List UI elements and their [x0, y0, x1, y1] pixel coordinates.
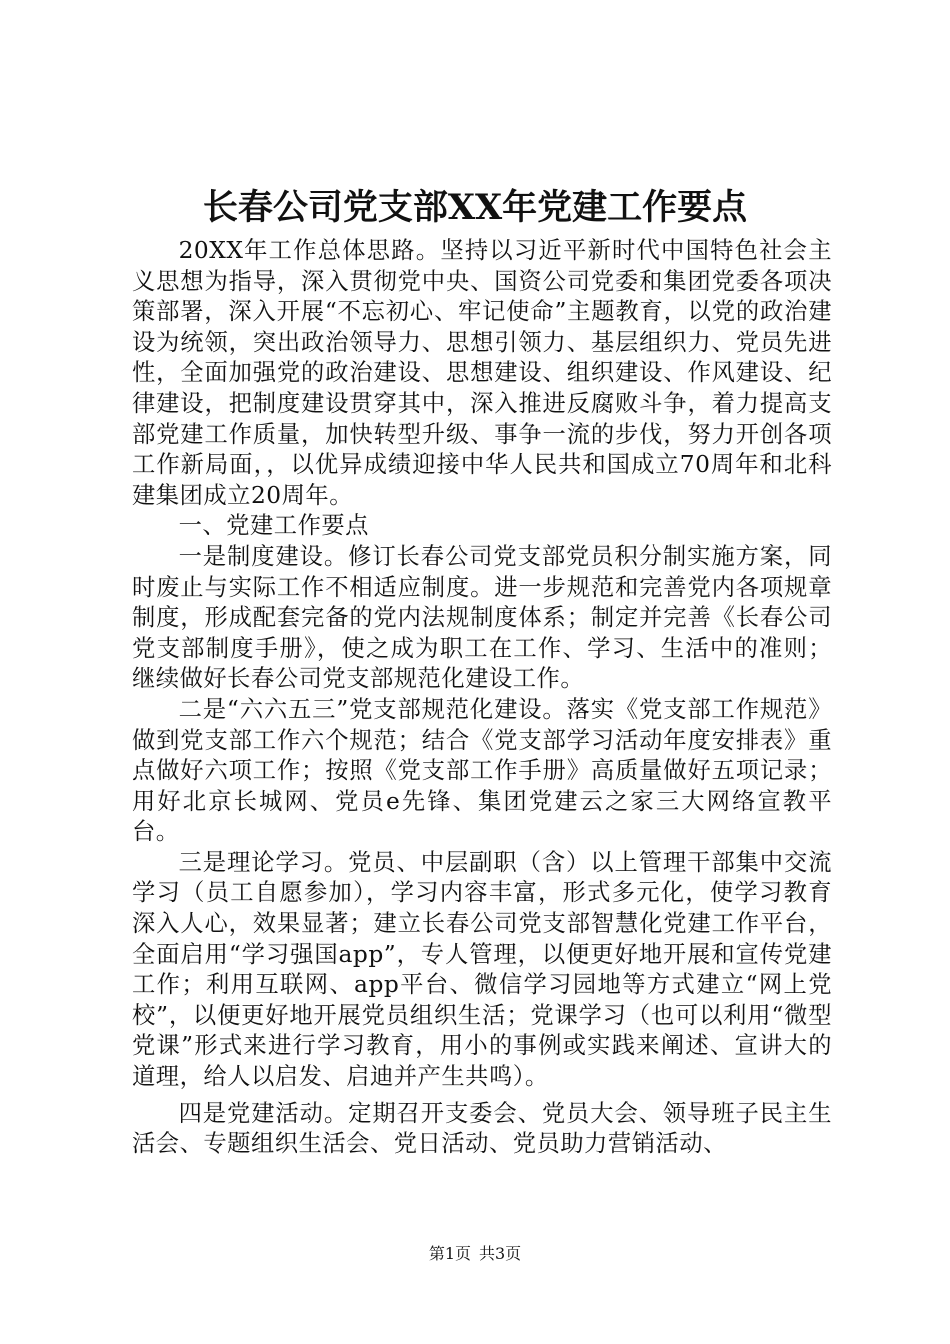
- paragraph-system-building: 一是制度建设。修订长春公司党支部党员积分制实施方案，同时废止与实际工作不相适应制度。进一步规范和完善党内各项规章制度，形成配套完备的党内法规制度体系；制定并完善《长春公司党支部制度手册》，使之成为职工在工作、学习、生活中的准则；继续做好长春公司党支部规范化建设工作。: [132, 542, 832, 693]
- paragraph-theory-study: 三是理论学习。党员、中层副职（含）以上管理干部集中交流学习（员工自愿参加），学习内容丰富，形式多元化，使学习教育深入人心，效果显著；建立长春公司党支部智慧化党建工作平台，全面启用“学习强国app”，专人管理，以便更好地开展和宣传党建工作；利用互联网、app平台、微信学习园地等方式建立“网上党校”，以便更好地开展党员组织生活；党课学习（也可以利用“微型党课”形式来进行学习教育，用小的事例或实践来阐述、宣讲大的道理，给人以启发、启迪并产生共鸣）。: [132, 848, 832, 1091]
- page-total: 共3页: [479, 1244, 522, 1263]
- page-footer: [0, 1242, 950, 1266]
- section-heading-key-points: 一、党建工作要点: [178, 512, 369, 540]
- document-body: [132, 236, 832, 1160]
- paragraph-party-activities: 四是党建活动。定期召开支委会、党员大会、领导班子民主生活会、专题组织生活会、党日活动、党员助力营销活动、: [132, 1099, 832, 1158]
- document-title: 长春公司党支部XX年党建工作要点: [202, 187, 748, 228]
- paragraph-overall-approach: 20XX年工作总体思路。坚持以习近平新时代中国特色社会主义思想为指导，深入贯彻党中央、国资公司党委和集团党委各项决策部署，深入开展“不忘初心、牢记使命”主题教育，以党的政治建设为统领，突出政治领导力、思想引领力、基层组织力、党员先进性，全面加强党的政治建设、思想建设、组织建设、作风建设、纪律建设，把制度建设贯穿其中，深入推进反腐败斗争，着力提高支部党建工作质量，加快转型升级、事争一流的步伐，努力开创各项工作新局面，，以优异成绩迎接中华人民共和国成立70周年和北科建集团成立20周年。: [132, 237, 832, 509]
- page-number: 第1页: [428, 1244, 471, 1263]
- paragraph-standardization: 二是“六六五三”党支部规范化建设。落实《党支部工作规范》做到党支部工作六个规范；结合《党支部学习活动年度安排表》重点做好六项工作；按照《党支部工作手册》高质量做好五项记录；用好北京长城网、党员e先锋、集团党建云之家三大网络宣教平台。: [132, 695, 832, 846]
